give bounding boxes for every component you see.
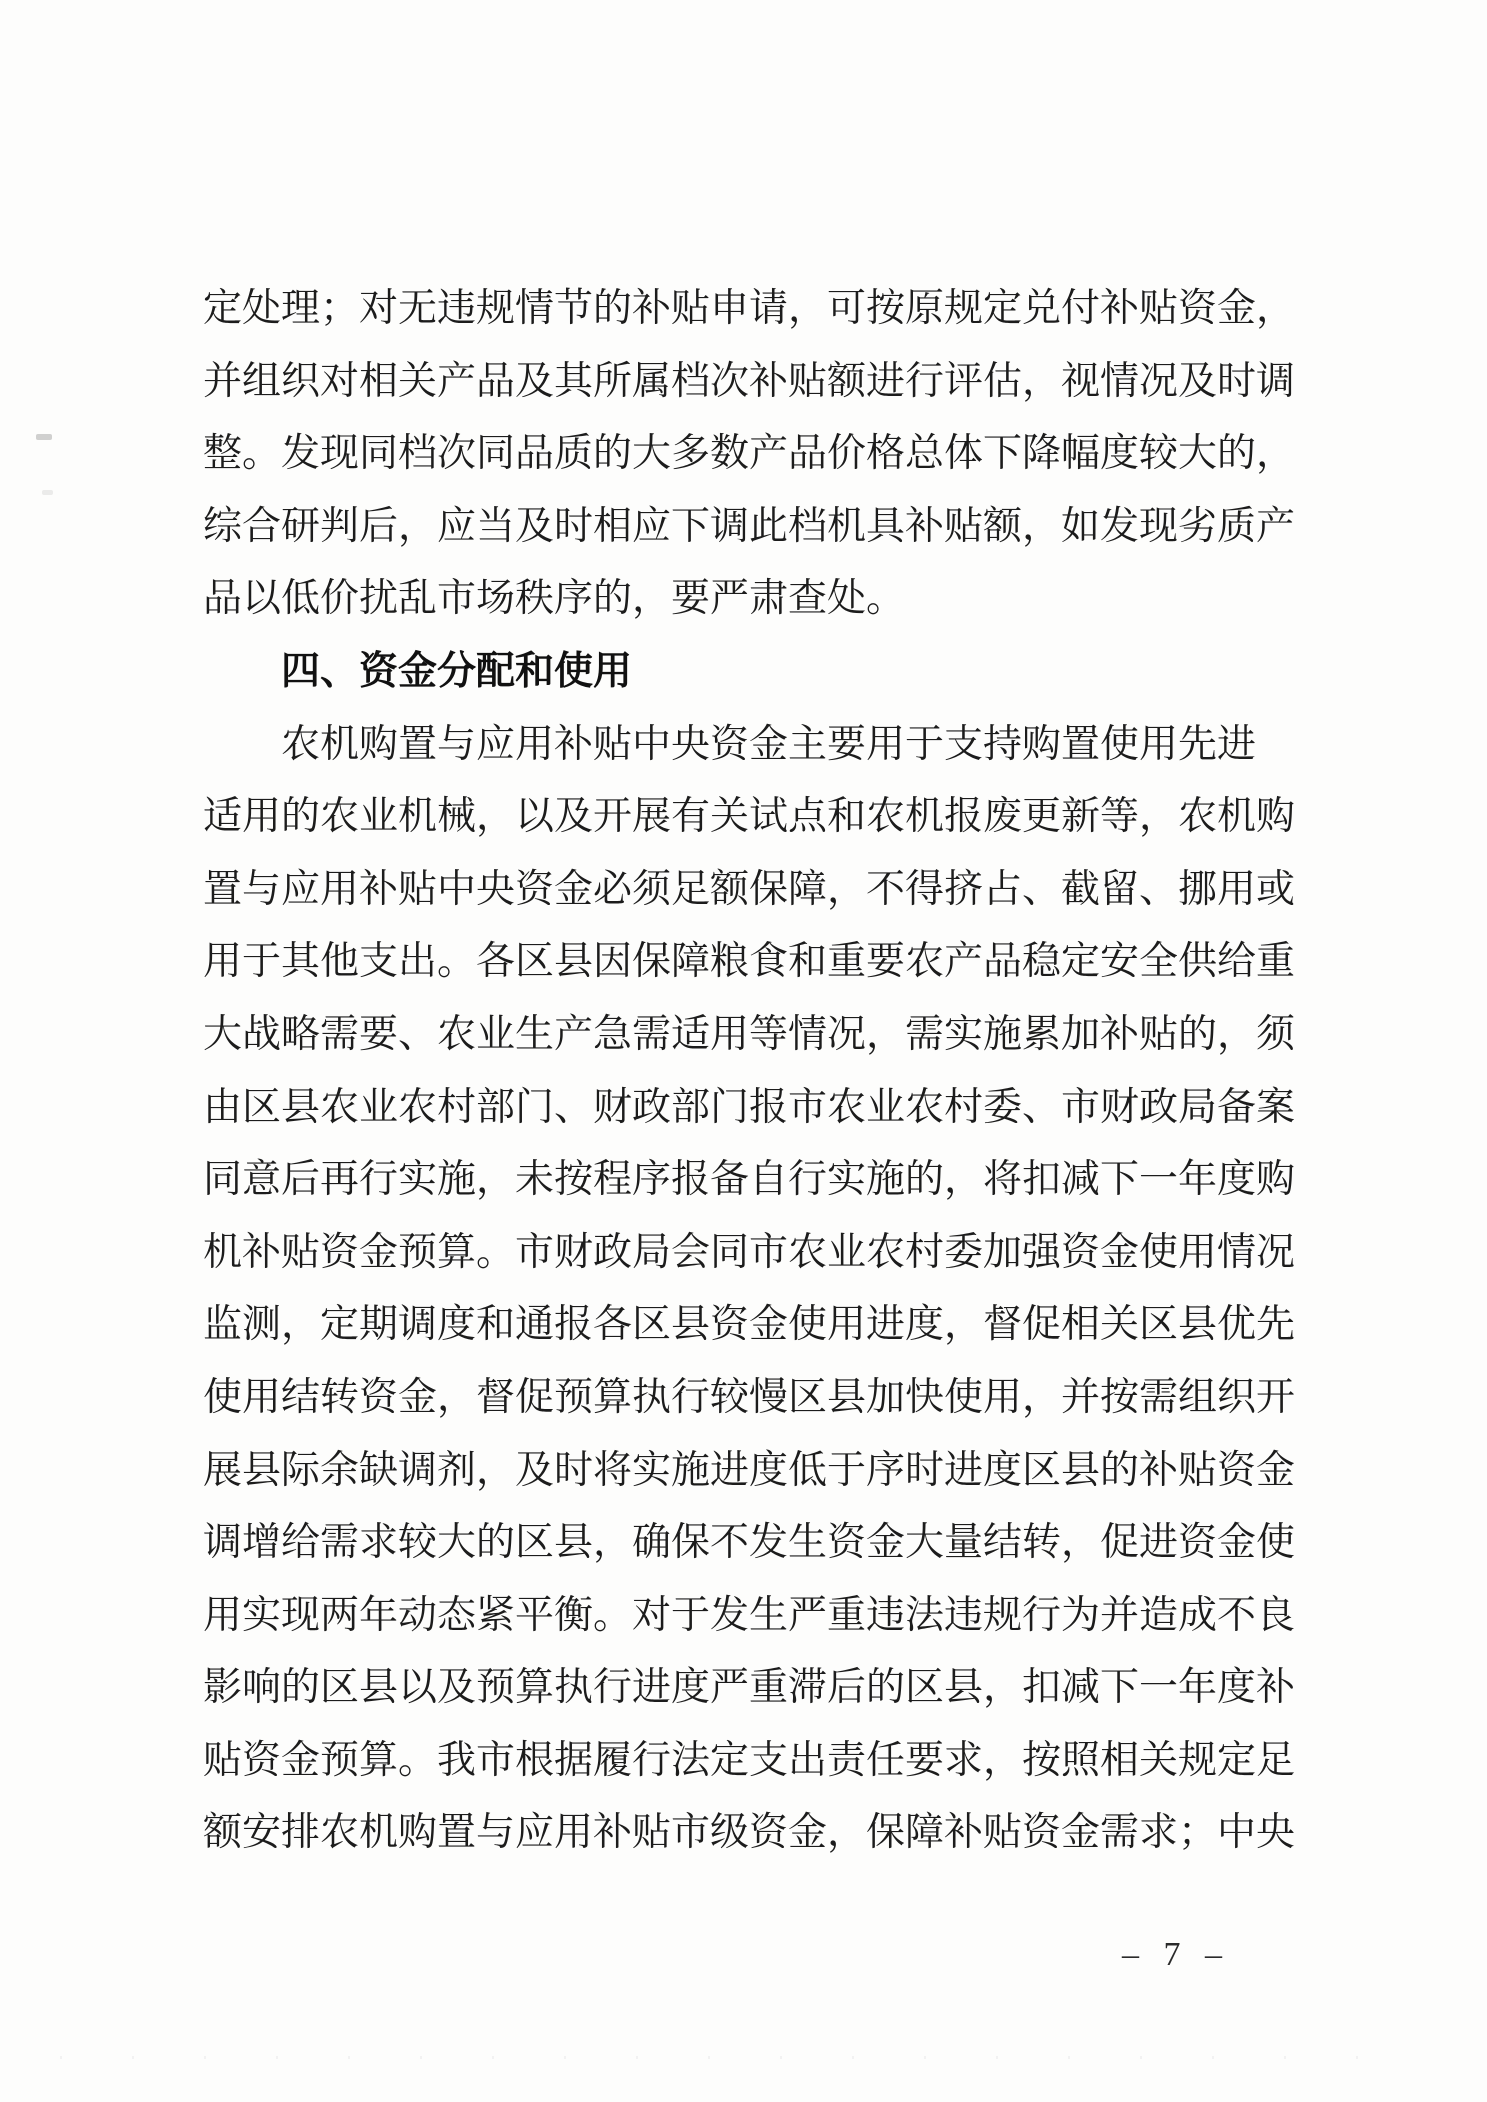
body-line: 定处理；对无违规情节的补贴申请，可按原规定兑付补贴资金， — [203, 287, 1296, 330]
body-line: 贴资金预算。我市根据履行法定支出责任要求，按照相关规定足 — [203, 1738, 1296, 1782]
body-line: 展县际余缺调剂，及时将实施进度低于序时进度区县的补贴资金 — [203, 1448, 1296, 1492]
scan-artifact — [36, 434, 52, 440]
body-line: 置与应用补贴中央资金必须足额保障，不得挤占、截留、挪用或 — [203, 867, 1296, 911]
body-line: 品以低价扰乱市场秩序的，要严肃查处。 — [203, 577, 906, 621]
body-line: 整。发现同档次同品质的大多数产品价格总体下降幅度较大的， — [203, 432, 1296, 476]
page-number: – 7 – — [1122, 1936, 1230, 1973]
body-line: 监测，定期调度和通报各区县资金使用进度，督促相关区县优先 — [203, 1303, 1296, 1347]
scan-artifact-row — [60, 2056, 1420, 2059]
body-line: 影响的区县以及预算执行进度严重滞后的区县，扣减下一年度补 — [203, 1666, 1296, 1710]
body-line: 农机购置与应用补贴中央资金主要用于支持购置使用先进 — [281, 722, 1257, 766]
body-line: 机补贴资金预算。市财政局会同市农业农村委加强资金使用情况 — [203, 1230, 1296, 1274]
body-line: 并组织对相关产品及其所属档次补贴额进行评估，视情况及时调 — [203, 359, 1296, 403]
body-line: 适用的农业机械，以及开展有关试点和农机报废更新等，农机购 — [203, 795, 1296, 839]
scan-artifact — [42, 490, 53, 495]
body-line: 综合研判后，应当及时相应下调此档机具补贴额，如发现劣质产 — [203, 504, 1296, 548]
body-line: 使用结转资金，督促预算执行较慢区县加快使用，并按需组织开 — [203, 1375, 1296, 1419]
body-line: 用于其他支出。各区县因保障粮食和重要农产品稳定安全供给重 — [203, 940, 1296, 984]
body-line: 额安排农机购置与应用补贴市级资金，保障补贴资金需求；中央 — [203, 1811, 1296, 1855]
body-line: 同意后再行实施，未按程序报备自行实施的，将扣减下一年度购 — [203, 1158, 1296, 1202]
body-line: 由区县农业农村部门、财政部门报市农业农村委、市财政局备案 — [203, 1085, 1296, 1129]
document-text-block — [203, 273, 1333, 1870]
body-line: 大战略需要、农业生产急需适用等情况，需实施累加补贴的，须 — [203, 1012, 1296, 1056]
body-line: 调增给需求较大的区县，确保不发生资金大量结转，促进资金使 — [203, 1521, 1296, 1565]
body-line: 用实现两年动态紧平衡。对于发生严重违法违规行为并造成不良 — [203, 1593, 1296, 1637]
section-heading: 四、资金分配和使用 — [281, 649, 633, 693]
